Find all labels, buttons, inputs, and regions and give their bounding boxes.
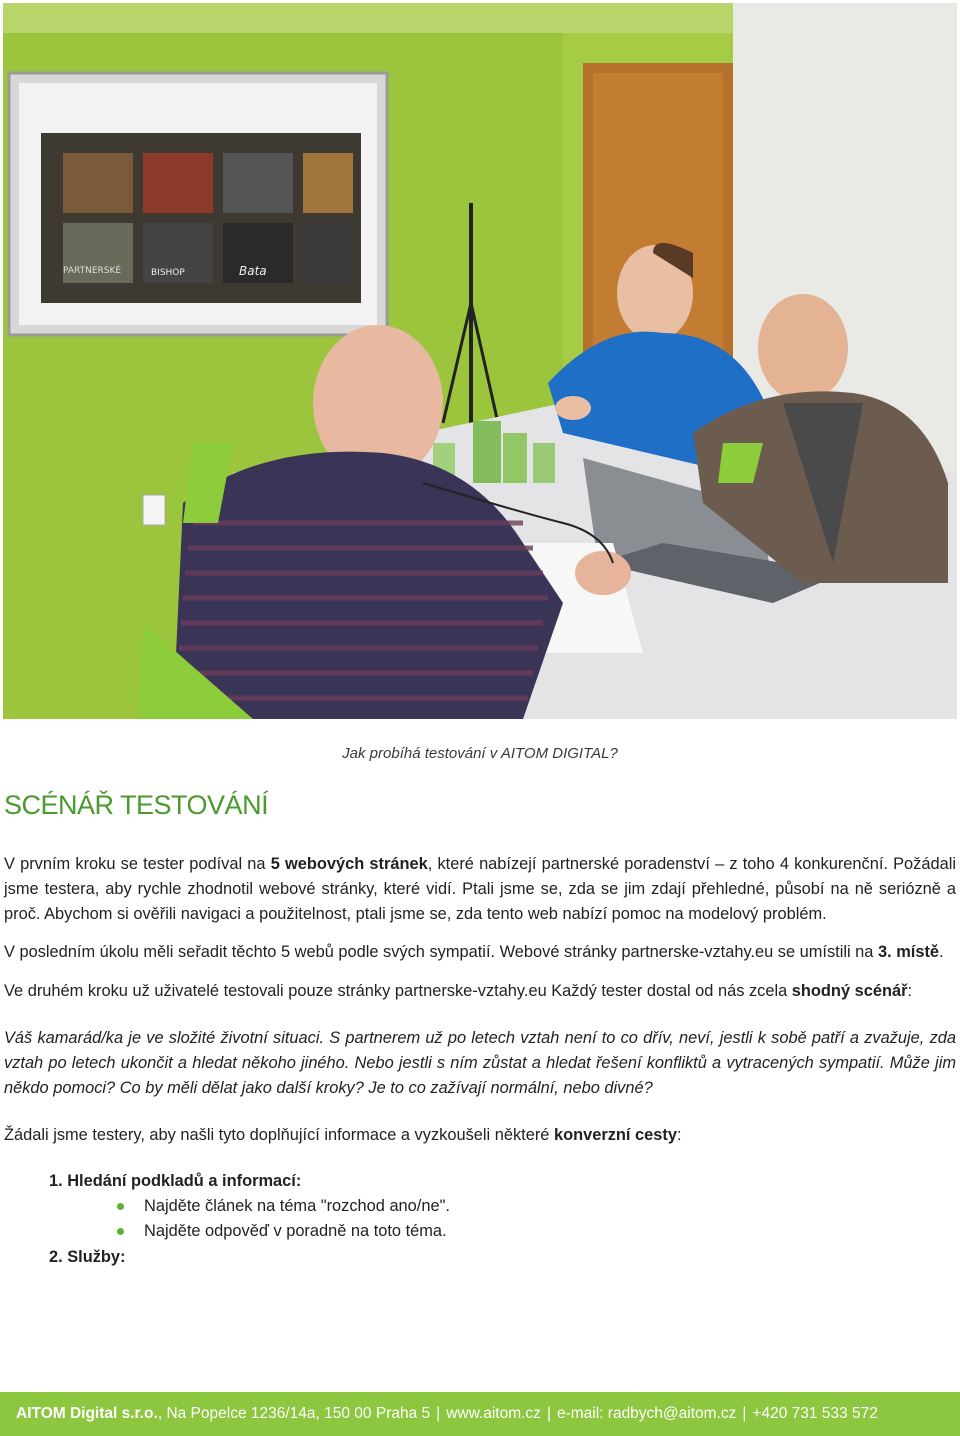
footer-web-link[interactable]: www.aitom.cz — [446, 1405, 541, 1422]
footer-separator: | — [546, 1405, 551, 1422]
paragraph-3: Ve druhém kroku už uživatelé testovali pouze stránky partnerske-vztahy.eu Každý tester dostal od nás zcela shodný scénář: — [4, 982, 913, 1000]
bullet-item: Najděte článek na téma "rozchod ano/ne". — [144, 1194, 956, 1219]
body-text — [4, 852, 956, 1270]
screen-logo-1: PARTNERSKÉ — [63, 266, 122, 276]
footer-separator: | — [436, 1405, 441, 1422]
footer-company: AITOM Digital s.r.o. — [16, 1405, 158, 1422]
bullet-list — [4, 1194, 956, 1244]
bullet-item: Najděte odpověď v poradně na toto téma. — [144, 1219, 956, 1244]
meeting-photo — [3, 3, 957, 719]
footer-email[interactable]: e-mail: radbych@aitom.cz — [556, 1405, 737, 1422]
footer-phone: +420 731 533 572 — [752, 1405, 878, 1422]
screen-logo-3: Bata — [239, 264, 267, 278]
section-title: SCÉNÁŘ TESTOVÁNÍ — [4, 790, 269, 820]
list-item: 2. Služby: — [49, 1248, 126, 1266]
paragraph-1: V prvním kroku se tester podíval na 5 webových stránek, které nabízejí partnerské poradenství – z toho 4 konkurenční. Požádali jsme testera, aby rychle zhodnotil webové stránky, které vidí. Ptali jsme se, zda se jim zdají přehledné, působí na ně seriózně a proč. Abychom si ověřili navigaci a použitelnost, ptali jsme se, zda tento web nabízí pomoc na modelový problém. — [4, 855, 956, 923]
paragraph-2: V posledním úkolu měli seřadit těchto 5 webů podle svých sympatií. Webové stránky partnerske-vztahy.eu se umístili na 3. místě. — [4, 943, 944, 961]
footer-separator: | — [742, 1405, 747, 1422]
screen-logo-2: BISHOP — [151, 268, 185, 278]
footer-address: , Na Popelce 1236/14a, 150 00 Praha 5 — [157, 1405, 431, 1422]
footer-bar — [0, 1392, 960, 1436]
photo-caption: Jak probíhá testování v AITOM DIGITAL? — [342, 745, 618, 762]
task-list — [4, 1168, 956, 1270]
list-item: 1. Hledání podkladů a informací: — [49, 1172, 302, 1190]
paragraph-4: Žádali jsme testery, aby našli tyto doplňující informace a vyzkoušeli některé konverzní cesty: — [4, 1126, 682, 1144]
scenario-text: Váš kamarád/ka je ve složité životní situaci. S partnerem už po letech vztah není to co dřív, neví, jestli k sobě patří a zvažuje, zda vztah po letech ukončit a hledat někoho jiného. Nebo jestli s ním zůstat a hledat řešení konfliktů a vytracených sympatií. Může jim někdo pomoci? Co by měli dělat jako další kroky? Je to co zažívají normální, nebo divné? — [4, 1029, 956, 1097]
